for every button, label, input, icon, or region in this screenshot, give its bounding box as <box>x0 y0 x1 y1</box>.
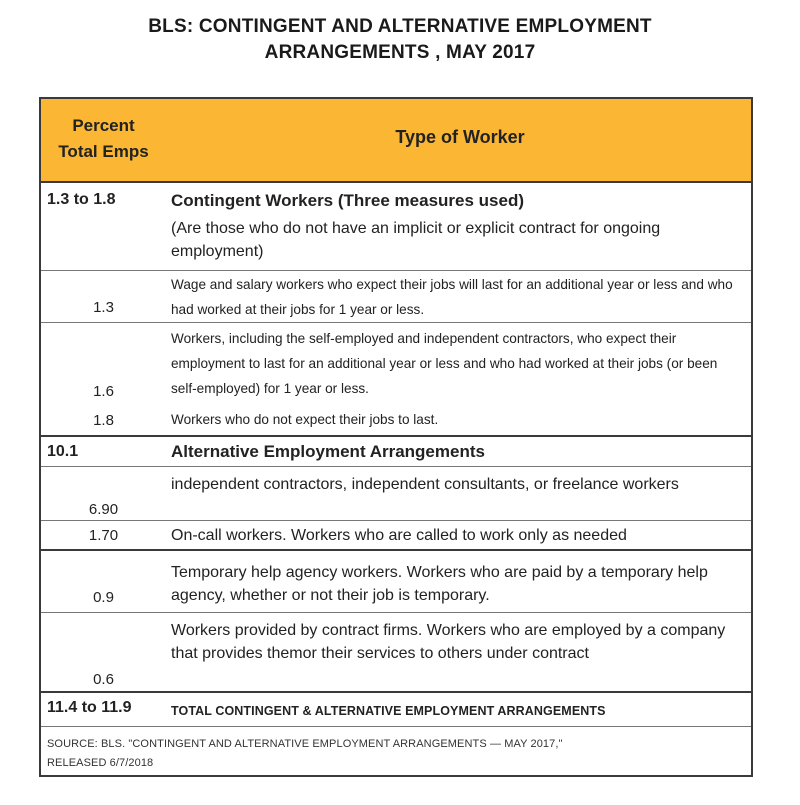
row-text: Workers provided by contract firms. Workers who are employed by a company that provides themor their services to others under contract <box>171 622 726 662</box>
source-note <box>47 735 747 773</box>
row-percent: 11.4 to 11.9 <box>47 699 132 716</box>
row-percent: 1.3 to 1.8 <box>47 191 116 208</box>
header-type-of-worker: Type of Worker <box>395 127 525 147</box>
title-line-1: BLS: CONTINGENT AND ALTERNATIVE EMPLOYMENT <box>148 16 652 37</box>
source-line-2: RELEASED 6/7/2018 <box>47 757 154 769</box>
row-percent: 1.70 <box>88 527 119 544</box>
document-title <box>0 14 800 66</box>
header-percent-line-2: Total Emps <box>58 142 149 161</box>
table-row <box>41 437 751 467</box>
row-text: (Are those who do not have an implicit or explicit contract for ongoing employment) <box>171 220 661 260</box>
table-row <box>41 407 751 437</box>
employment-table <box>39 97 753 777</box>
row-percent: 6.90 <box>88 501 119 518</box>
table-row <box>41 551 751 613</box>
row-text: Temporary help agency workers. Workers who are paid by a temporary help agency, whether or not their job is temporary. <box>171 564 708 604</box>
row-text: Wage and salary workers who expect their jobs will last for an additional year or less and who had worked at their jobs for 1 year or less. <box>171 277 733 317</box>
row-total-label: TOTAL CONTINGENT & ALTERNATIVE EMPLOYMENT ARRANGEMENTS <box>171 704 606 718</box>
table-row <box>41 521 751 551</box>
row-text: independent contractors, independent consultants, or freelance workers <box>171 476 679 493</box>
table-row <box>41 693 751 727</box>
row-text: On-call workers. Workers who are called to work only as needed <box>171 527 627 544</box>
table-row <box>41 271 751 323</box>
header-percent-line-1: Percent <box>72 116 135 135</box>
row-heading: Alternative Employment Arrangements <box>171 442 485 461</box>
title-line-2: ARRANGEMENTS , MAY 2017 <box>264 42 536 63</box>
table-row <box>41 467 751 521</box>
header-percent <box>41 113 166 165</box>
row-text: Workers, including the self-employed and independent contractors, who expect their employment to last for an additional year or less and who had worked at their jobs (or been self-employed) for 1 year or less. <box>171 331 718 396</box>
row-percent: 1.8 <box>93 412 114 429</box>
row-text: Workers who do not expect their jobs to last. <box>171 412 439 427</box>
row-percent: 1.6 <box>93 383 114 400</box>
table-row <box>41 613 751 693</box>
row-percent: 10.1 <box>47 443 79 460</box>
table-header <box>41 99 751 183</box>
table-row <box>41 213 751 271</box>
row-percent: 0.6 <box>93 671 114 688</box>
source-line-1: SOURCE: BLS. "CONTINGENT AND ALTERNATIVE EMPLOYMENT ARRANGEMENTS — MAY 2017," <box>47 738 563 750</box>
table-row <box>41 323 751 407</box>
row-heading: Contingent Workers (Three measures used) <box>171 191 524 210</box>
row-percent: 0.9 <box>93 589 114 606</box>
row-percent: 1.3 <box>93 299 114 316</box>
